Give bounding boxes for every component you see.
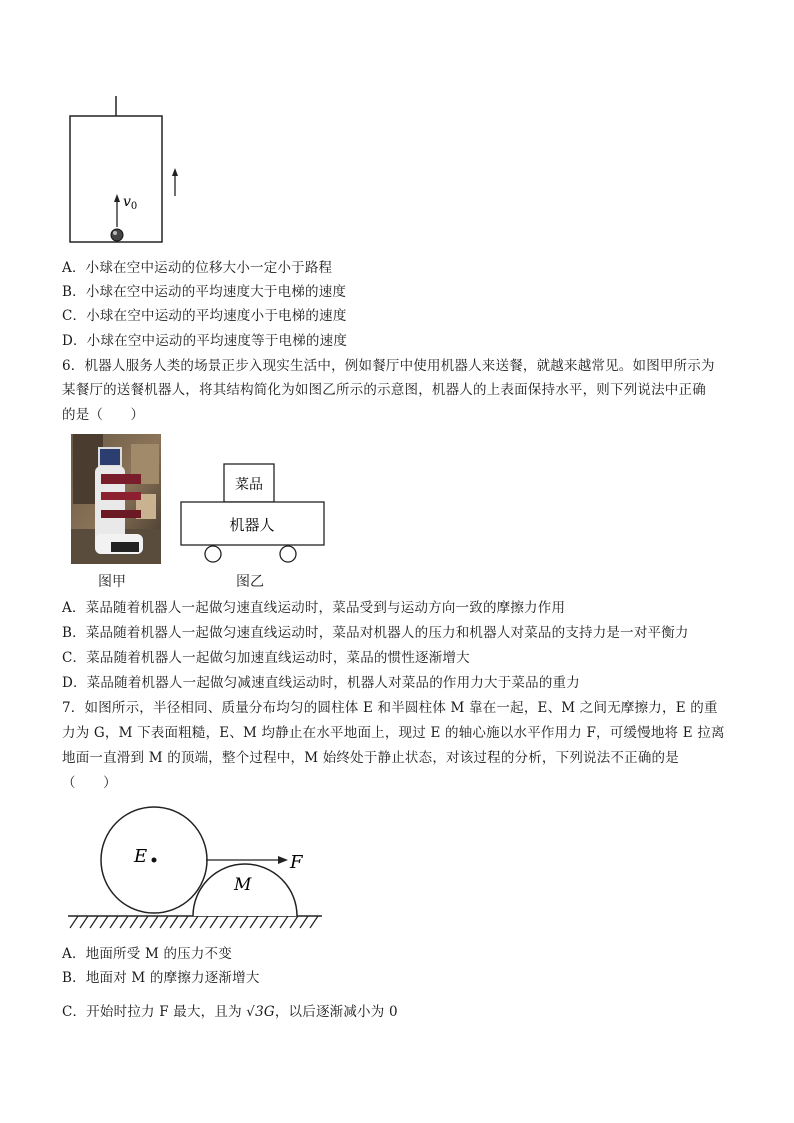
- cylinder-figure: [64, 800, 334, 930]
- figure-b-caption: 图乙: [236, 574, 264, 590]
- q7-stem-line-3: 地面一直滑到 M 的顶端，整个过程中，M 始终处于静止状态，对该过程的分析，下列说法不正确的是: [62, 750, 679, 766]
- q6-option-d: D．菜品随着机器人一起做匀减速直线运动时，机器人对菜品的作用力大于菜品的重力: [62, 675, 580, 691]
- q7-option-c-suffix: ，以后逐渐减小为 0: [274, 1004, 398, 1020]
- wheel-left: [205, 546, 221, 562]
- q7-option-b: B．地面对 M 的摩擦力逐渐增大: [62, 970, 260, 986]
- elevator-figure: [60, 92, 200, 252]
- robot-photo: [71, 434, 161, 564]
- q6-stem-line-3: 的是（ ）: [62, 407, 145, 423]
- v0-label: $v_0$: [123, 194, 138, 212]
- food-label: 菜品: [235, 477, 263, 493]
- q6-option-c: C．菜品随着机器人一起做匀加速直线运动时，菜品的惯性逐渐增大: [62, 650, 470, 666]
- q5-option-a: A．小球在空中运动的位移大小一定小于路程: [62, 260, 333, 276]
- q7-option-c-prefix: C．开始时拉力 F 最大，且为: [62, 1004, 247, 1020]
- q7-stem-line-2: 力为 G，M 下表面粗糙，E、M 均静止在水平地面上，现过 E 的轴心施以水平作用力 F，可缓慢地将 E 拉离: [62, 725, 725, 741]
- E-label: E: [134, 846, 148, 867]
- q7-stem-line-4: （ ）: [62, 775, 117, 791]
- q5-option-d: D．小球在空中运动的平均速度等于电梯的速度: [62, 333, 348, 349]
- q7-option-a: A．地面所受 M 的压力不变: [62, 946, 232, 962]
- cylinder-E-axis: [152, 858, 157, 863]
- q5-option-b: B．小球在空中运动的平均速度大于电梯的速度: [62, 284, 347, 300]
- robot-label: 机器人: [229, 516, 275, 534]
- elevator-car: [70, 116, 162, 242]
- M-label: M: [234, 875, 252, 895]
- figure-a-caption: 图甲: [98, 574, 126, 590]
- robot-schematic: [176, 460, 336, 566]
- ball: [111, 229, 123, 241]
- q6-stem-line-1: 6．机器人服务人类的场景正步入现实生活中，例如餐厅中使用机器人来送餐，就越来越常见。如图甲所示为: [62, 358, 715, 374]
- q7-option-c: [62, 1002, 398, 1022]
- wheel-right: [280, 546, 296, 562]
- sqrt-3G-expression: √3G: [246, 1004, 275, 1020]
- F-label: F: [290, 852, 303, 873]
- q5-option-c: C．小球在空中运动的平均速度小于电梯的速度: [62, 308, 347, 324]
- q6-option-b: B．菜品随着机器人一起做匀速直线运动时，菜品对机器人的压力和机器人对菜品的支持力是一对平衡力: [62, 625, 689, 641]
- q6-stem-line-2: 某餐厅的送餐机器人，将其结构简化为如图乙所示的示意图，机器人的上表面保持水平，则下列说法中正确: [62, 382, 706, 398]
- q6-option-a: A．菜品随着机器人一起做匀速直线运动时，菜品受到与运动方向一致的摩擦力作用: [62, 600, 566, 616]
- q7-stem-line-1: 7．如图所示，半径相同、质量分布均匀的圆柱体 E 和半圆柱体 M 靠在一起，E、M 之间无摩擦力，E 的重: [62, 700, 718, 716]
- ground-hatching: [70, 916, 318, 928]
